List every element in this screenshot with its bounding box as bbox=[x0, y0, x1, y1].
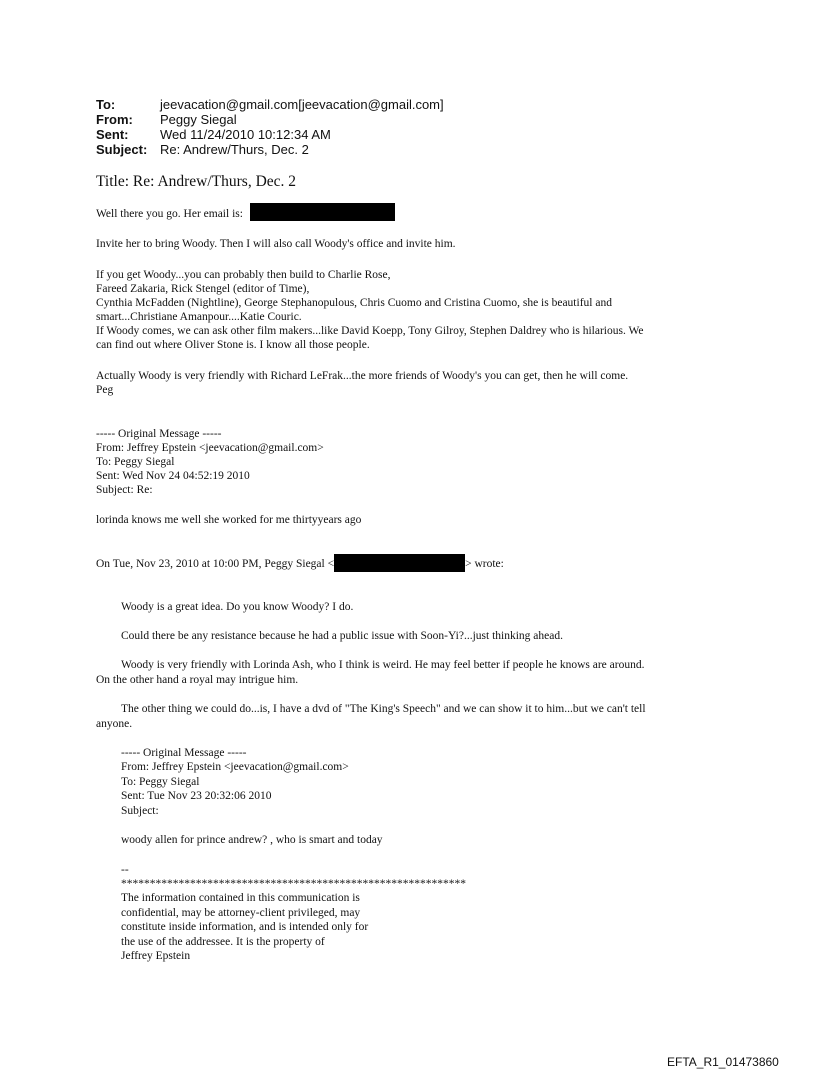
original-message-separator: ----- Original Message ----- bbox=[96, 428, 222, 440]
disclaimer-line: The information contained in this communication is bbox=[121, 892, 360, 904]
email-line-text: Well there you go. Her email is: bbox=[96, 208, 243, 220]
quote-to: To: Peggy Siegal bbox=[121, 776, 200, 788]
sent-label: Sent: bbox=[96, 127, 129, 142]
quote-from: From: Jeffrey Epstein <jeevacation@gmail.com> bbox=[121, 761, 349, 773]
body-line: can find out where Oliver Stone is. I know all those people. bbox=[96, 339, 370, 351]
from-value: Peggy Siegal bbox=[160, 112, 237, 127]
asterisk-divider: ************************************************************ bbox=[121, 878, 466, 890]
on-wrote-after: > wrote: bbox=[465, 558, 504, 570]
quote-sent: Sent: Tue Nov 23 20:32:06 2010 bbox=[121, 790, 272, 802]
sent-value: Wed 11/24/2010 10:12:34 AM bbox=[160, 127, 331, 142]
body-line: Actually Woody is very friendly with Richard LeFrak...the more friends of Woody's you can get, then he will come. bbox=[96, 370, 629, 382]
quote-from: From: Jeffrey Epstein <jeevacation@gmail.com> bbox=[96, 442, 324, 454]
quoted-line: The other thing we could do...is, I have a dvd of "The King's Speech" and we can show it to him...but we can't tell bbox=[121, 703, 646, 715]
subject-label: Subject: bbox=[96, 142, 148, 157]
disclaimer-line: the use of the addressee. It is the property of bbox=[121, 936, 325, 948]
body-line: If Woody comes, we can ask other film makers...like David Koepp, Tony Gilroy, Stephen Daldrey who is hilarious. We bbox=[96, 325, 644, 337]
quote-subject: Subject: Re: bbox=[96, 484, 153, 496]
quoted-line: anyone. bbox=[96, 718, 133, 730]
signature-dashes: -- bbox=[121, 864, 129, 876]
email-header bbox=[96, 97, 444, 157]
document-id-footer: EFTA_R1_01473860 bbox=[667, 1055, 779, 1069]
quoted-line: Woody is a great idea. Do you know Woody? I do. bbox=[121, 601, 354, 613]
quote-body: woody allen for prince andrew? , who is smart and today bbox=[121, 834, 383, 846]
body-line: Fareed Zakaria, Rick Stengel (editor of Time), bbox=[96, 283, 310, 295]
body-line: Cynthia McFadden (Nightline), George Stephanopulous, Chris Cuomo and Cristina Cuomo, she is beautiful and bbox=[96, 297, 612, 309]
on-wrote-before: On Tue, Nov 23, 2010 at 10:00 PM, Peggy Siegal < bbox=[96, 558, 335, 570]
quote-sent: Sent: Wed Nov 24 04:52:19 2010 bbox=[96, 470, 250, 482]
email-line bbox=[96, 207, 395, 221]
quote-subject: Subject: bbox=[121, 805, 159, 817]
to-value: jeevacation@gmail.com[jeevacation@gmail.com] bbox=[160, 97, 444, 112]
quoted-line: Could there be any resistance because he had a public issue with Soon-Yi?...just thinking ahead. bbox=[121, 630, 563, 642]
disclaimer-line: Jeffrey Epstein bbox=[121, 950, 191, 962]
to-row bbox=[96, 97, 444, 112]
body-paragraph: Invite her to bring Woody. Then I will also call Woody's office and invite him. bbox=[96, 238, 456, 250]
sent-row bbox=[96, 127, 444, 142]
to-label: To: bbox=[96, 97, 116, 112]
redaction-box bbox=[250, 203, 395, 221]
from-label: From: bbox=[96, 112, 133, 127]
quote-body: lorinda knows me well she worked for me thirtyyears ago bbox=[96, 514, 362, 526]
disclaimer-line: constitute inside information, and is intended only for bbox=[121, 921, 369, 933]
body-line: If you get Woody...you can probably then build to Charlie Rose, bbox=[96, 269, 391, 281]
redaction-box bbox=[334, 554, 465, 572]
disclaimer-line: confidential, may be attorney-client privileged, may bbox=[121, 907, 361, 919]
original-message-separator: ----- Original Message ----- bbox=[121, 747, 247, 759]
from-row bbox=[96, 112, 444, 127]
subject-row bbox=[96, 142, 444, 157]
signature-peg: Peg bbox=[96, 384, 114, 396]
quoted-line: Woody is very friendly with Lorinda Ash, who I think is weird. He may feel better if people he knows are around. bbox=[121, 659, 645, 671]
subject-value: Re: Andrew/Thurs, Dec. 2 bbox=[160, 142, 309, 157]
on-wrote-line bbox=[96, 557, 504, 572]
quoted-line: On the other hand a royal may intrigue him. bbox=[96, 674, 299, 686]
document-title: Title: Re: Andrew/Thurs, Dec. 2 bbox=[96, 173, 297, 190]
body-line: smart...Christiane Amanpour....Katie Couric. bbox=[96, 311, 302, 323]
quote-to: To: Peggy Siegal bbox=[96, 456, 175, 468]
